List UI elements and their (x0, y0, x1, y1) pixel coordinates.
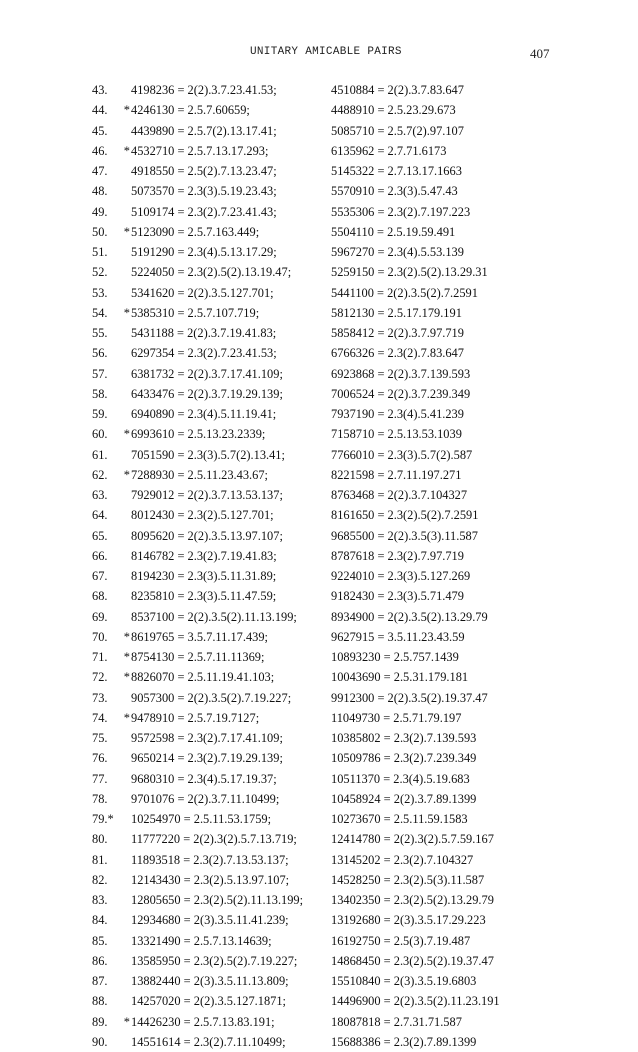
right-member: 16192750 = 2.5(3).7.19.487 (331, 933, 471, 948)
star-marker: * (123, 670, 130, 685)
table-row (0, 769, 638, 789)
left-member: 6993610 = 2.5.13.23.2339; (131, 427, 266, 442)
star-marker: * (123, 650, 130, 664)
table-row (0, 202, 638, 222)
left-member: 14426230 = 2.5.7.13.83.191; (131, 1014, 275, 1029)
row-number: 51. (92, 245, 108, 259)
right-member: 10893230 = 2.5.757.1439 (331, 650, 459, 664)
left-member: 12805650 = 2.3(2).5(2).11.13.199; (131, 893, 304, 907)
right-member: 15510840 = 2(3).3.5.19.6803 (331, 974, 477, 988)
right-member: 6135962 = 2.7.71.6173 (331, 143, 447, 158)
row-number: 75. (92, 731, 108, 745)
table-row (0, 971, 638, 991)
right-member: 14868450 = 2.3(2).5(2).19.37.47 (331, 953, 494, 968)
table-row (0, 890, 638, 910)
left-member: 8012430 = 2.3(2).5.127.701; (131, 508, 274, 523)
left-member: 9057300 = 2(2).3.5(2).7.19.227; (131, 690, 292, 705)
left-member: 5224050 = 2.3(2).5(2).13.19.47; (131, 265, 292, 280)
left-member: 4439890 = 2.5.7(2).13.17.41; (131, 123, 277, 138)
star-marker: * (123, 224, 130, 239)
right-member: 9224010 = 2.3(3).5.127.269 (331, 569, 471, 583)
row-number: 44. (92, 103, 108, 118)
right-member: 10385802 = 2.3(2).7.139.593 (331, 731, 477, 745)
table-row (0, 748, 638, 768)
right-member: 5441100 = 2(2).3.5(2).7.2591 (331, 285, 478, 300)
left-member: 9572598 = 2.3(2).7.17.41.109; (131, 731, 283, 745)
left-member: 7929012 = 2(2).3.7.13.53.137; (131, 488, 283, 502)
right-member: 9685500 = 2(2).3.5(3).11.587 (331, 528, 478, 543)
page-header (0, 46, 638, 66)
right-member: 13402350 = 2.3(2).5(2).13.29.79 (331, 893, 494, 907)
right-member: 5504110 = 2.5.19.59.491 (331, 224, 456, 239)
right-member: 14496900 = 2(2).3.5(2).11.23.191 (331, 994, 500, 1009)
row-number: 65. (92, 528, 108, 543)
left-member: 8619765 = 3.5.7.11.17.439; (131, 629, 268, 644)
row-number: 50. (92, 224, 108, 239)
row-number: 70. (92, 629, 108, 644)
right-member: 13145202 = 2.3(2).7.104327 (331, 852, 474, 867)
row-number: 69. (92, 609, 108, 624)
left-member: 5385310 = 2.5.7.107.719; (131, 305, 260, 320)
left-member: 8537100 = 2(2).3.5(2).11.13.199; (131, 609, 297, 624)
left-member: 13585950 = 2.3(2).5(2).7.19.227; (131, 953, 298, 968)
table-row (0, 364, 638, 384)
star-marker: * (123, 103, 130, 118)
right-member: 5535306 = 2.3(2).7.197.223 (331, 204, 471, 219)
table-row (0, 607, 638, 627)
row-number: 48. (92, 184, 108, 199)
left-member: 5123090 = 2.5.7.163.449; (131, 224, 260, 239)
row-number: 59. (92, 407, 108, 421)
left-member: 14551614 = 2.3(2).7.11.10499; (131, 1034, 286, 1049)
star-marker: * (123, 143, 130, 158)
left-member: 8146782 = 2.3(2).7.19.41.83; (131, 548, 277, 563)
table-row (0, 465, 638, 485)
right-member: 10458924 = 2(2).3.7.89.1399 (331, 791, 477, 806)
page-number: 407 (530, 46, 550, 61)
row-number: 62. (92, 467, 108, 482)
left-member: 4246130 = 2.5.7.60659; (131, 103, 250, 118)
row-number: 45. (92, 123, 108, 138)
row-number: 47. (92, 164, 108, 178)
star-marker: * (123, 629, 130, 644)
row-number: 64. (92, 508, 108, 523)
row-number: 55. (92, 326, 108, 340)
left-member: 4918550 = 2.5(2).7.13.23.47; (131, 164, 277, 178)
right-member: 9912300 = 2(2).3.5(2).19.37.47 (331, 690, 488, 705)
left-member: 13321490 = 2.5.7.13.14639; (131, 933, 272, 948)
table-row (0, 262, 638, 282)
row-number: 43. (92, 83, 108, 97)
row-number: 46. (92, 143, 108, 158)
table-row (0, 829, 638, 849)
star-marker: * (123, 427, 130, 442)
row-number: 83. (92, 893, 108, 907)
row-number: 79.* (92, 812, 114, 826)
left-member: 5341620 = 2(2).3.5.127.701; (131, 285, 274, 300)
table-row (0, 809, 638, 829)
left-member: 8194230 = 2.3(3).5.11.31.89; (131, 569, 277, 583)
table-row (0, 688, 638, 708)
left-member: 8235810 = 2.3(3).5.11.47.59; (131, 589, 277, 604)
right-member: 5812130 = 2.5.17.179.191 (331, 305, 462, 320)
table-row (0, 586, 638, 606)
right-member: 7766010 = 2.3(3).5.7(2).587 (331, 447, 473, 462)
row-number: 86. (92, 953, 108, 968)
right-member: 6923868 = 2(2).3.7.139.593 (331, 366, 471, 381)
row-number: 68. (92, 589, 108, 604)
left-member: 13882440 = 2(3).3.5.11.13.809; (131, 974, 289, 988)
left-member: 9680310 = 2.3(4).5.17.19.37; (131, 771, 277, 786)
row-number: 49. (92, 204, 108, 219)
table-row (0, 667, 638, 687)
table-row (0, 404, 638, 424)
right-member: 14528250 = 2.3(2).5(3).11.587 (331, 872, 485, 887)
table-row (0, 80, 638, 100)
table-row (0, 323, 638, 343)
running-title: UNITARY AMICABLE PAIRS (250, 46, 402, 58)
row-number: 90. (92, 1034, 108, 1049)
table-row (0, 181, 638, 201)
left-member: 4532710 = 2.5.7.13.17.293; (131, 143, 269, 158)
left-member: 7288930 = 2.5.11.23.43.67; (131, 467, 268, 482)
table-row (0, 424, 638, 444)
row-number: 89. (92, 1014, 108, 1029)
row-number: 73. (92, 690, 108, 705)
table-row (0, 951, 638, 971)
table-row (0, 991, 638, 1011)
star-marker: * (123, 467, 130, 482)
row-number: 66. (92, 548, 108, 563)
right-member: 6766326 = 2.3(2).7.83.647 (331, 346, 464, 361)
row-number: 60. (92, 427, 108, 442)
table-row (0, 100, 638, 120)
left-member: 9701076 = 2(2).3.7.11.10499; (131, 791, 280, 806)
left-member: 8826070 = 2.5.11.19.41.103; (131, 670, 275, 685)
right-member: 12414780 = 2(2).3(2).5.7.59.167 (331, 832, 494, 847)
row-number: 54. (92, 305, 108, 320)
left-member: 5191290 = 2.3(4).5.13.17.29; (131, 245, 277, 259)
row-number: 88. (92, 994, 108, 1009)
right-member: 4488910 = 2.5.23.29.673 (331, 103, 456, 118)
table-row (0, 505, 638, 525)
left-member: 5073570 = 2.3(3).5.19.23.43; (131, 184, 277, 199)
right-member: 5259150 = 2.3(2).5(2).13.29.31 (331, 265, 488, 280)
table-row (0, 526, 638, 546)
table-row (0, 283, 638, 303)
left-member: 8754130 = 2.5.7.11.11369; (131, 650, 265, 664)
row-number: 76. (92, 751, 108, 766)
left-member: 9478910 = 2.5.7.19.7127; (131, 710, 260, 725)
row-number: 52. (92, 265, 108, 280)
right-member: 10043690 = 2.5.31.179.181 (331, 670, 469, 685)
table-row (0, 343, 638, 363)
star-marker: * (123, 1014, 130, 1029)
right-member: 7006524 = 2(2).3.7.239.349 (331, 386, 471, 401)
right-member: 5858412 = 2(2).3.7.97.719 (331, 326, 464, 340)
right-member: 7937190 = 2.3(4).5.41.239 (331, 407, 464, 421)
table-row (0, 242, 638, 262)
left-member: 14257020 = 2(2).3.5.127.1871; (131, 994, 286, 1009)
row-number: 67. (92, 569, 108, 583)
row-number: 78. (92, 791, 108, 806)
table-row (0, 161, 638, 181)
right-member: 8787618 = 2.3(2).7.97.719 (331, 548, 464, 563)
table-row (0, 1012, 638, 1032)
row-number: 72. (92, 670, 108, 685)
right-member: 4510884 = 2(2).3.7.83.647 (331, 83, 464, 97)
table-row (0, 870, 638, 890)
table-row (0, 627, 638, 647)
table-row (0, 445, 638, 465)
table-row (0, 931, 638, 951)
row-number: 57. (92, 366, 108, 381)
table-row (0, 850, 638, 870)
row-number: 77. (92, 771, 108, 786)
row-number: 85. (92, 933, 108, 948)
right-member: 10511370 = 2.3(4).5.19.683 (331, 771, 470, 786)
left-member: 8095620 = 2(2).3.5.13.97.107; (131, 528, 283, 543)
right-member: 5085710 = 2.5.7(2).97.107 (331, 123, 464, 138)
table-row (0, 546, 638, 566)
row-number: 53. (92, 285, 108, 300)
left-member: 6433476 = 2(2).3.7.19.29.139; (131, 386, 283, 401)
row-number: 56. (92, 346, 108, 361)
left-member: 6381732 = 2(2).3.7.17.41.109; (131, 366, 283, 381)
row-number: 81. (92, 852, 108, 867)
row-number: 71. (92, 650, 108, 664)
right-member: 10273670 = 2.5.11.59.1583 (331, 812, 468, 826)
left-member: 5431188 = 2(2).3.7.19.41.83; (131, 326, 277, 340)
row-number: 84. (92, 913, 108, 928)
left-member: 7051590 = 2.3(3).5.7(2).13.41; (131, 447, 285, 462)
row-number: 63. (92, 488, 108, 502)
row-number: 58. (92, 386, 108, 401)
left-member: 12934680 = 2(3).3.5.11.41.239; (131, 913, 289, 928)
right-member: 10509786 = 2.3(2).7.239.349 (331, 751, 477, 766)
left-member: 6297354 = 2.3(2).7.23.41.53; (131, 346, 277, 361)
table-row (0, 910, 638, 930)
right-member: 8221598 = 2.7.11.197.271 (331, 467, 462, 482)
table-row (0, 485, 638, 505)
left-member: 9650214 = 2.3(2).7.19.29.139; (131, 751, 283, 766)
amicable-pairs-table (0, 80, 638, 1052)
table-row (0, 728, 638, 748)
table-row (0, 141, 638, 161)
table-row (0, 789, 638, 809)
left-member: 6940890 = 2.3(4).5.11.19.41; (131, 407, 277, 421)
table-row (0, 708, 638, 728)
right-member: 8934900 = 2(2).3.5(2).13.29.79 (331, 609, 488, 624)
row-number: 80. (92, 832, 108, 847)
table-row (0, 384, 638, 404)
left-member: 5109174 = 2.3(2).7.23.41.43; (131, 204, 277, 219)
row-number: 74. (92, 710, 108, 725)
table-row (0, 121, 638, 141)
right-member: 7158710 = 2.5.13.53.1039 (331, 427, 462, 442)
left-member: 12143430 = 2.3(2).5.13.97.107; (131, 872, 290, 887)
table-row (0, 1032, 638, 1052)
left-member: 4198236 = 2(2).3.7.23.41.53; (131, 83, 277, 97)
right-member: 5145322 = 2.7.13.17.1663 (331, 164, 462, 178)
table-row (0, 303, 638, 323)
right-member: 18087818 = 2.7.31.71.587 (331, 1014, 462, 1029)
star-marker: * (123, 710, 130, 725)
left-member: 11893518 = 2.3(2).7.13.53.137; (131, 852, 289, 867)
right-member: 8763468 = 2(2).3.7.104327 (331, 488, 468, 502)
star-marker: * (123, 305, 130, 320)
left-member: 11777220 = 2(2).3(2).5.7.13.719; (131, 832, 297, 847)
table-row (0, 647, 638, 667)
table-row (0, 566, 638, 586)
row-number: 82. (92, 872, 108, 887)
right-member: 8161650 = 2.3(2).5(2).7.2591 (331, 508, 479, 523)
table-row (0, 222, 638, 242)
row-number: 61. (92, 447, 108, 462)
right-member: 5570910 = 2.3(3).5.47.43 (331, 184, 458, 199)
right-member: 9182430 = 2.3(3).5.71.479 (331, 589, 464, 604)
right-member: 13192680 = 2(3).3.5.17.29.223 (331, 913, 486, 928)
right-member: 9627915 = 3.5.11.23.43.59 (331, 629, 465, 644)
right-member: 15688386 = 2.3(2).7.89.1399 (331, 1034, 477, 1049)
row-number: 87. (92, 974, 108, 988)
right-member: 11049730 = 2.5.71.79.197 (331, 710, 462, 725)
left-member: 10254970 = 2.5.11.53.1759; (131, 812, 272, 826)
right-member: 5967270 = 2.3(4).5.53.139 (331, 245, 464, 259)
